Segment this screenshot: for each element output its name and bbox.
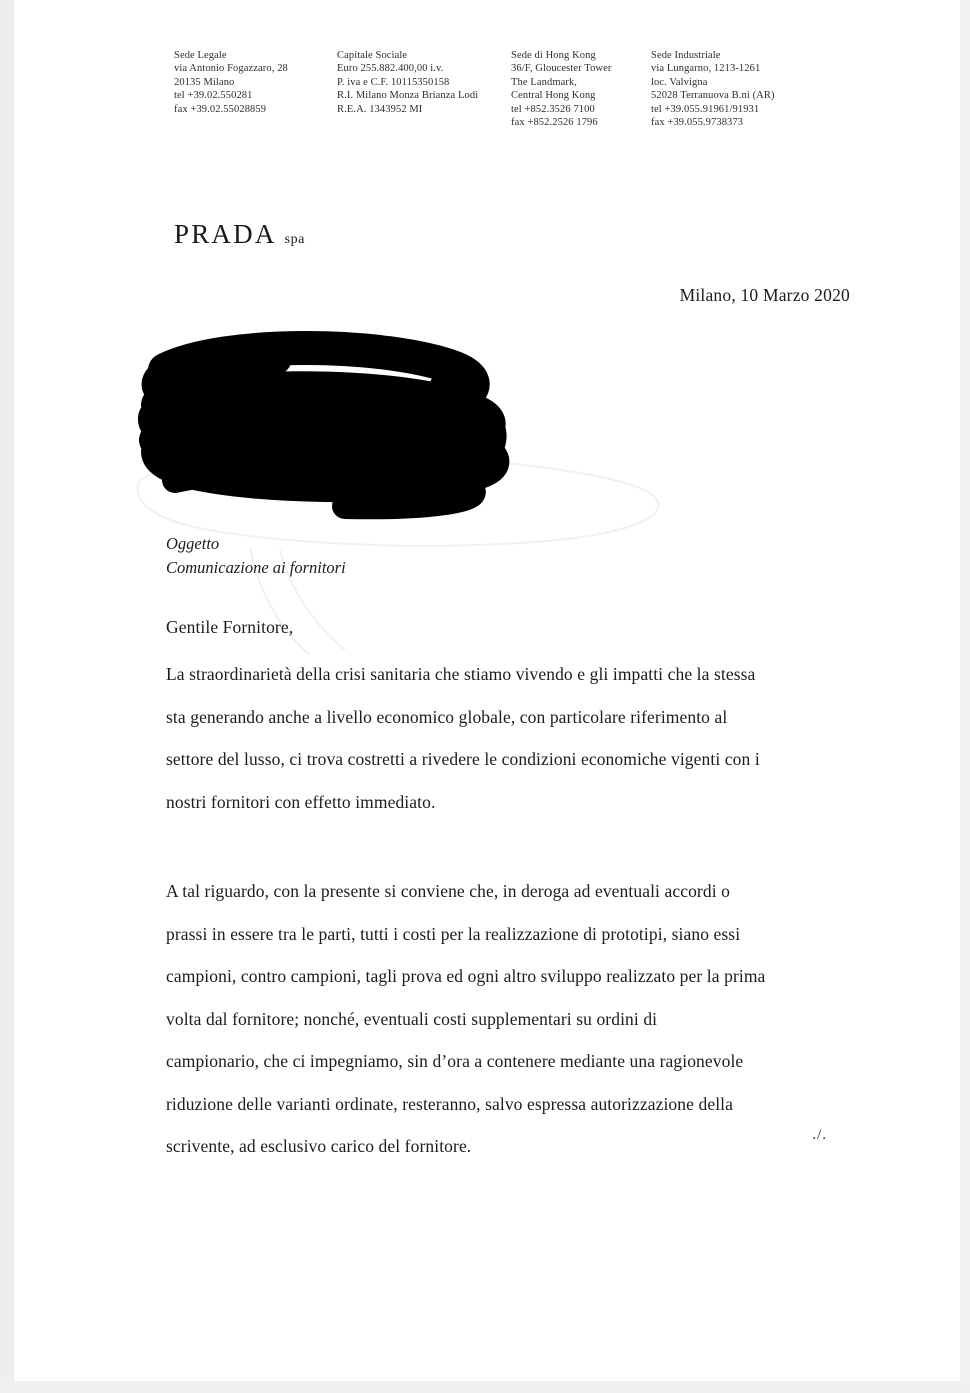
column-line: tel +852.3526 7100 [511, 103, 595, 115]
body-line: riduzione delle varianti ordinate, resteranno, salvo espressa autorizzazione della [166, 1093, 733, 1114]
body-line: volta dal fornitore; nonché, eventuali costi supplementari su ordini di [166, 1008, 658, 1029]
column-line: P. iva e C.F. 10115350158 [337, 76, 450, 88]
letterhead-column-capitale-sociale [337, 49, 511, 116]
svg-text:Prada: Prada [380, 482, 445, 511]
scan-edge-bottom [0, 1381, 970, 1393]
prada-logo [174, 219, 305, 250]
letterhead-column-sede-industriale [651, 49, 851, 129]
subject-label: Oggetto [166, 534, 220, 553]
body-paragraph-2 [166, 870, 856, 1168]
letterhead-column-hong-kong [511, 49, 651, 129]
column-line: fax +39.02.55028859 [174, 103, 267, 115]
column-line: tel +39.055.91961/91931 [651, 103, 760, 115]
column-line: R.I. Milano Monza Brianza Lodi [337, 90, 479, 102]
body-line: La straordinarietà della crisi sanitaria che stiamo vivendo e gli impatti che la stessa [166, 664, 756, 684]
column-line: R.E.A. 1343952 MI [337, 103, 423, 115]
column-line: via Antonio Fogazzaro, 28 [174, 63, 288, 75]
redaction-scribble [135, 330, 525, 520]
column-line: loc. Valvigna [651, 76, 708, 88]
body-line: settore del lusso, ci trova costretti a rivedere le condizioni economiche vigenti con i [166, 749, 760, 769]
body-paragraph-1 [166, 653, 856, 823]
body-line: prassi in essere tra le parti, tutti i costi per la realizzazione di prototipi, siano essi [166, 923, 741, 944]
subject-block [166, 532, 346, 580]
column-line: 20135 Milano [174, 76, 235, 88]
body-line: A tal riguardo, con la presente si conviene che, in deroga ad eventuali accordi o [166, 881, 730, 901]
column-line: fax +39.055.9738373 [651, 117, 744, 129]
logo-suffix: spa [284, 232, 305, 247]
column-line: Euro 255.882.400,00 i.v. [337, 63, 444, 75]
date-line: Milano, 10 Marzo 2020 [679, 285, 850, 305]
salutation: Gentile Fornitore, [166, 617, 294, 637]
continuation-mark: ./. [812, 1127, 827, 1143]
column-line: via Lungarno, 1213-1261 [651, 63, 761, 75]
scan-edge-right [960, 0, 970, 1393]
column-title: Sede di Hong Kong [511, 50, 596, 61]
letterhead-details [174, 49, 854, 129]
body-line: scrivente, ad esclusivo carico del fornitore. [166, 1136, 472, 1156]
subject-text: Comunicazione ai fornitori [166, 558, 346, 577]
column-line: fax +852.2526 1796 [511, 117, 598, 129]
column-title: Capitale Sociale [337, 50, 408, 61]
column-title: Sede Legale [174, 50, 227, 61]
column-title: Sede Industriale [651, 50, 721, 61]
column-line: tel +39.02.550281 [174, 90, 253, 102]
scan-edge-left [0, 0, 14, 1393]
column-line: 52028 Terranuova B.ni (AR) [651, 90, 775, 102]
body-line: campioni, contro campioni, tagli prova ed ogni altro sviluppo realizzato per la prima [166, 966, 766, 986]
body-line: sta generando anche a livello economico globale, con particolare riferimento al [166, 706, 728, 727]
logo-wordmark: PRADA [174, 219, 277, 249]
column-line: The Landmark, [511, 76, 578, 88]
letterhead-column-sede-legale [174, 49, 337, 116]
body-line: nostri fornitori con effetto immediato. [166, 791, 436, 812]
body-line: campionario, che ci impegniamo, sin d’ora a contenere mediante una ragionevole [166, 1051, 744, 1071]
column-line: 36/F, Gloucester Tower [511, 63, 612, 75]
column-line: Central Hong Kong [511, 90, 596, 102]
